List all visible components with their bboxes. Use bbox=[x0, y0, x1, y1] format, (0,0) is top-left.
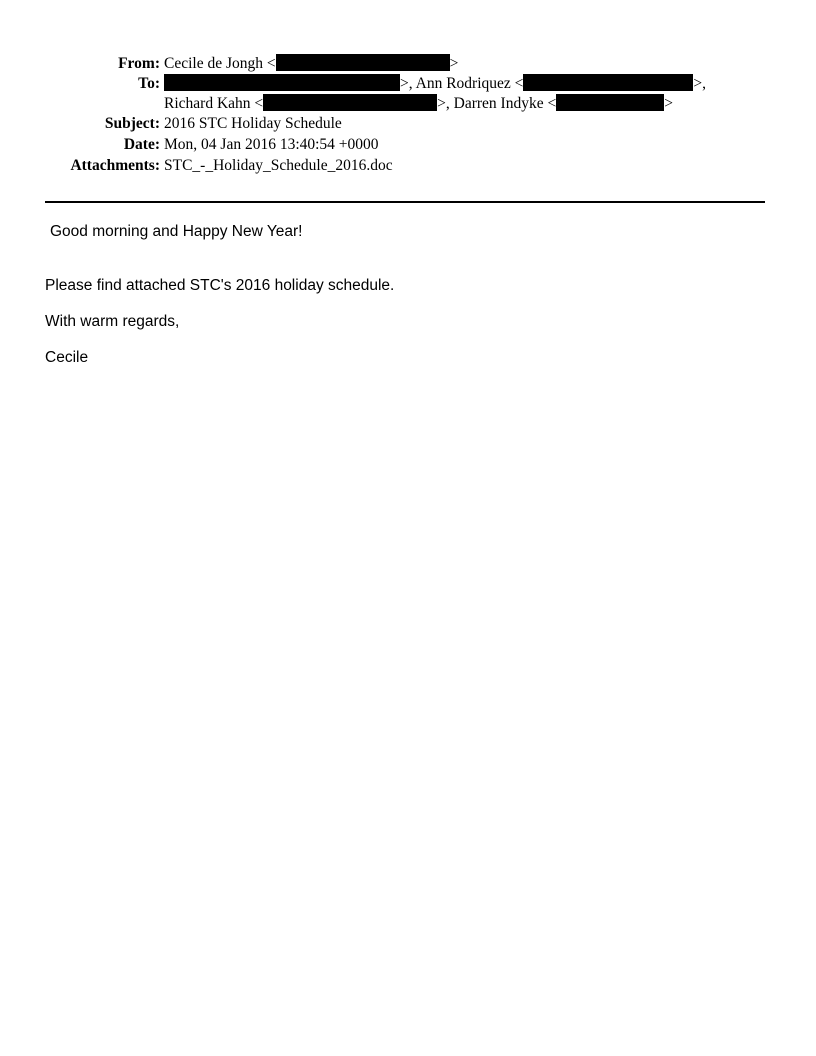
subject-label: Subject: bbox=[104, 115, 160, 132]
recipient-text: >, Ann Rodriquez < bbox=[400, 75, 524, 92]
attachments-row bbox=[0, 155, 816, 176]
date-value: Mon, 04 Jan 2016 13:40:54 +0000 bbox=[164, 136, 379, 153]
redaction-bar bbox=[523, 74, 693, 91]
redaction-bar bbox=[164, 74, 400, 91]
date-label: Date: bbox=[123, 136, 160, 153]
redaction-bar bbox=[263, 94, 437, 111]
attachments-label: Attachments: bbox=[70, 157, 160, 174]
attachment-filename: STC_-_Holiday_Schedule_2016.doc bbox=[164, 157, 393, 174]
subject-row bbox=[0, 113, 816, 134]
to-row-continued bbox=[0, 94, 816, 113]
signature-text: Cecile bbox=[45, 349, 89, 366]
recipient-text: Richard Kahn < bbox=[164, 95, 264, 112]
to-label: To: bbox=[138, 75, 160, 92]
to-value-continued bbox=[164, 94, 673, 113]
redaction-bar bbox=[556, 94, 664, 111]
greeting-text: Good morning and Happy New Year! bbox=[50, 223, 303, 240]
header-divider bbox=[45, 201, 765, 203]
from-value bbox=[164, 53, 458, 74]
from-row bbox=[0, 53, 816, 74]
recipient-text: >, bbox=[693, 75, 707, 92]
email-header bbox=[0, 53, 816, 176]
date-row bbox=[0, 134, 816, 155]
recipient-text: > bbox=[664, 95, 673, 112]
from-label: From: bbox=[118, 55, 160, 72]
redaction-bar bbox=[276, 54, 450, 71]
sender-name: Cecile de Jongh < bbox=[164, 55, 276, 72]
to-row bbox=[0, 74, 816, 94]
from-close: > bbox=[449, 55, 459, 72]
closing-text: With warm regards, bbox=[45, 313, 180, 330]
body-line: Please find attached STC's 2016 holiday schedule. bbox=[45, 277, 395, 294]
to-value bbox=[164, 74, 706, 94]
subject-value: 2016 STC Holiday Schedule bbox=[164, 115, 342, 132]
recipient-text: >, Darren Indyke < bbox=[437, 95, 557, 112]
